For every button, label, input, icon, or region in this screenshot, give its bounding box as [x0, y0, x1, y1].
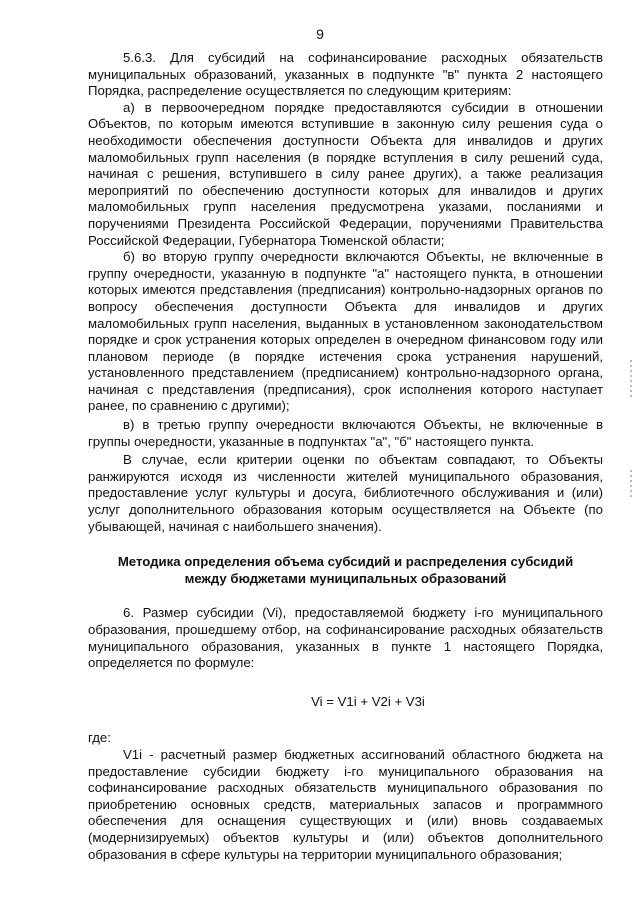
paragraph-6: 6. Размер субсидии (Vi), предоставляемой бюджету i-го муниципального образования, прошедшему отбор, на софинансирование расходных обязательств муниципального образования, указанных в пункте 1 настоящего Порядка, определяется по формуле:: [88, 605, 603, 671]
paragraph-5-6-3: 5.6.3. Для субсидий на софинансирование расходных обязательств муниципальных образований, указанных в подпункте "в" пункта 2 настоящего Порядка, распределение осуществляется по следующим критериям:: [88, 50, 603, 99]
formula: Vi = V1i + V2i + V3i: [311, 693, 425, 709]
definition-v1i: V1i - расчетный размер бюджетных ассигнований областного бюджета на предоставление субсидии бюджету i-го муниципального образования на софинансирование расходных обязательств муниципального образования по приобретению основных средств, материальных запасов и программного обеспечения для оснащения существующих и (или) вновь создаваемых (модернизируемых) объектов культуры и (или) объектов дополнительного образования в сфере культуры на территории муниципального образования;: [88, 746, 603, 862]
criterion-b: б) во вторую группу очередности включаются Объекты, не включенные в группу очередности, указанную в подпункте "а" настоящего пункта, в отношении которых имеются представления (предписания) контрольно-надзорных органов по вопросу обеспечения доступности Объекта для инвалидов и других маломобильных групп населения, выданных в установленном законодательством порядке и срок устранения которых определен в очередном финансовом году или плановом периоде (в порядке истечения срока устранения нарушений, установленного представлением (предписанием) контрольно-надзорного органа, начиная с представления (предписания), срок исполнения которого наступает ранее, по сравнению с другими);: [88, 249, 603, 414]
ranking-paragraph: В случае, если критерии оценки по объектам совпадают, то Объекты ранжируются исходя из численности жителей муниципального образования, предоставление услуг культуры и досуга, библиотечного обслуживания и (или) услуг дополнительного образования которым осуществляется на Объекте (по убывающей, начиная с наибольшего значения).: [88, 452, 603, 534]
page-number: 9: [316, 26, 324, 42]
criterion-a: а) в первоочередном порядке предоставляются субсидии в отношении Объектов, по которым имеются вступившие в законную силу решения суда о необходимости обеспечения доступности Объекта для инвалидов и других маломобильных групп населения (в порядке вступления в силу решений суда, начиная с решения, вступившего в силу ранее других), а также реализация мероприятий по обеспечению доступности которых для инвалидов и других маломобильных групп населения предусмотрена указами, посланиями и поручениями Президента Российской Федерации, поручениями Правительства Российской Федерации, Губернатора Тюменской области;: [88, 99, 603, 248]
scan-edge-mark: [630, 470, 632, 500]
criterion-v: в) в третью группу очередности включаются Объекты, не включенные в группы очередности, указанные в подпунктах "а", "б" настоящего пункта.: [88, 417, 603, 449]
section-heading: Методика определения объема субсидий и распределения субсидий между бюджетами муниципальных образований: [117, 554, 574, 586]
scan-edge-mark: [630, 360, 632, 400]
where-label: где:: [88, 730, 111, 746]
document-body: [88, 50, 603, 863]
